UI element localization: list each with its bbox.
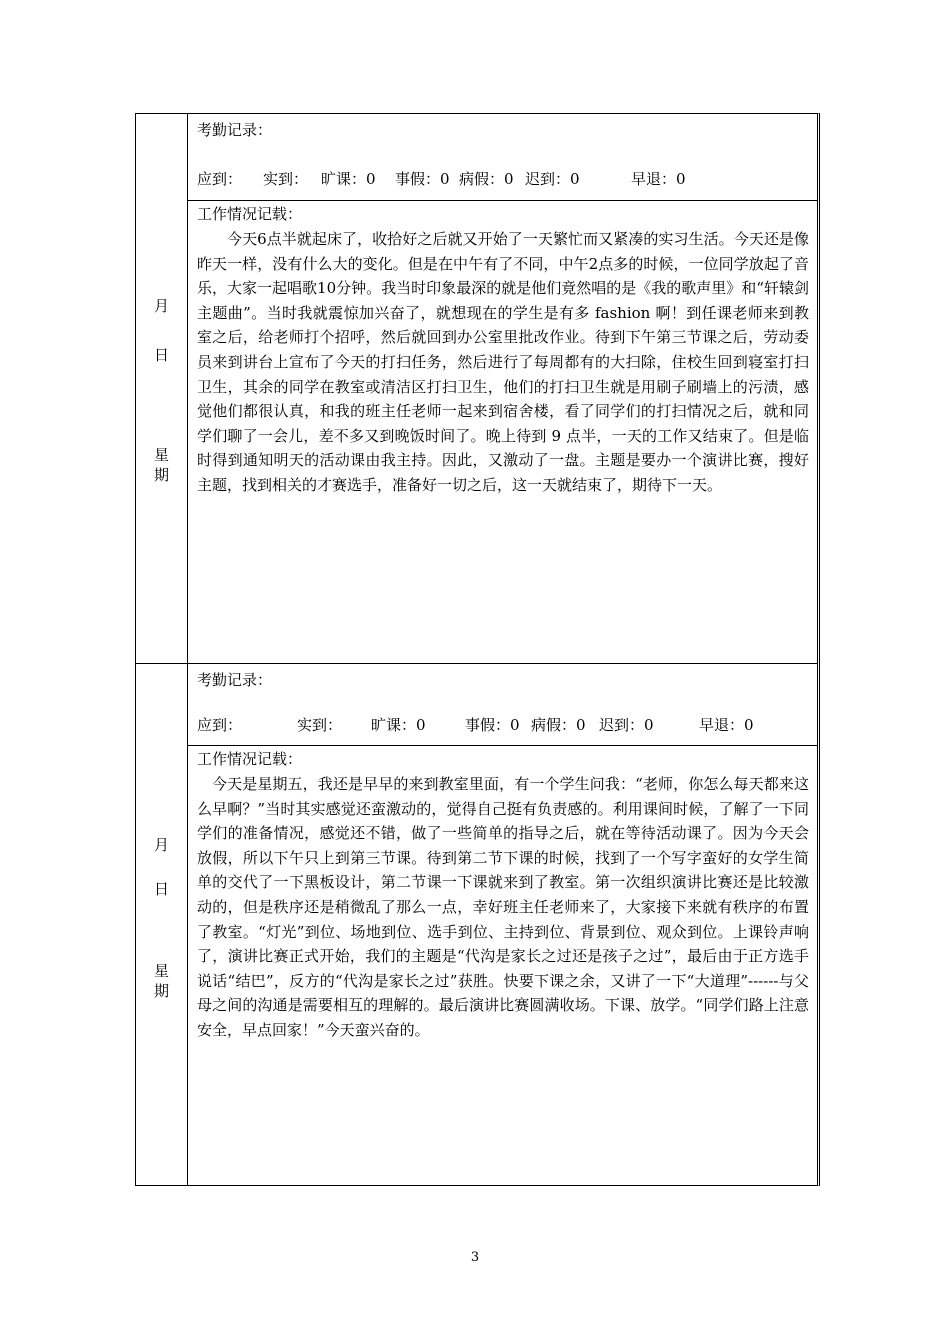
late-field: 迟到：0 — [599, 716, 654, 734]
attendance-section — [188, 664, 817, 746]
internship-log-table — [135, 113, 820, 1186]
month-label: 月 — [153, 836, 169, 854]
page-number: 3 — [470, 1250, 480, 1265]
day-label: 日 — [153, 880, 169, 898]
month-label: 月 — [153, 297, 169, 315]
day-entry — [136, 664, 817, 1185]
actual-attend-field: 实到： — [263, 170, 309, 188]
personal-leave-field: 事假：0 — [395, 170, 450, 188]
weekday-label-2: 期 — [153, 982, 169, 1000]
absent-field: 旷课：0 — [321, 170, 376, 188]
day-entry — [136, 114, 817, 664]
day-label: 日 — [153, 346, 169, 364]
early-leave-field: 早退：0 — [631, 170, 686, 188]
content-column — [188, 664, 817, 1185]
should-attend-field: 应到： — [197, 716, 243, 734]
weekday-label-2: 期 — [153, 466, 169, 484]
weekday-label-1: 星 — [153, 446, 169, 464]
late-field: 迟到：0 — [525, 170, 580, 188]
work-record-section — [188, 746, 817, 1185]
personal-leave-field: 事假：0 — [465, 716, 520, 734]
should-attend-field: 应到： — [197, 170, 243, 188]
work-record-title: 工作情况记载： — [197, 205, 303, 223]
work-record-body: 今天6点半就起床了，收拾好之后就又开始了一天繁忙而又紧凑的实习生活。今天还是像昨天一样，没有什么大的变化。但是在中午有了不同，中午2点多的时候，一位同学放起了音乐，大家一起唱歌10分钟。我当时印象最深的就是他们竟然唱的是《我的歌声里》和“轩辕剑主题曲”。当时我就震惊加兴奋了，就想现在的学生是有多 fashion 啊！到任课老师来到教室之后，给老师打个招呼，然后就回到办公室里批改作业。待到下午第三节课之后，劳动委员来到讲台上宣布了今天的打扫任务，然后进行了每周都有的大扫除，住校生回到寝室打扫卫生，其余的同学在教室或清洁区打扫卫生，他们的打扫卫生就是用刷子刷墙上的污渍，感觉他们都很认真，和我的班主任老师一起来到宿舍楼，看了同学们的打扫情况之后，就和同学们聊了一会儿，差不多又到晚饭时间了。晚上待到 9 点半，一天的工作又结束了。但是临时得到通知明天的活动课由我主持。因此，又激动了一盘。主题是要办一个演讲比赛，搜好主题，找到相关的才赛选手，准备好一切之后，这一天就结束了，期待下一天。 — [197, 230, 809, 494]
date-column — [136, 114, 188, 663]
early-leave-field: 早退：0 — [699, 716, 754, 734]
attendance-section — [188, 114, 817, 201]
sick-leave-field: 病假：0 — [459, 170, 514, 188]
attendance-title: 考勤记录： — [197, 121, 273, 139]
date-column — [136, 664, 188, 1185]
work-record-title: 工作情况记载： — [197, 750, 303, 768]
content-column — [188, 114, 817, 663]
sick-leave-field: 病假：0 — [531, 716, 586, 734]
weekday-label-1: 星 — [153, 962, 169, 980]
absent-field: 旷课：0 — [371, 716, 426, 734]
attendance-title: 考勤记录： — [197, 671, 273, 689]
work-record-body: 今天是星期五，我还是早早的来到教室里面，有一个学生问我：“老师，你怎么每天都来这么早啊？”当时其实感觉还蛮激动的，觉得自己挺有负责感的。利用课间时候，了解了一下同学们的准备情况，感觉还不错，做了一些简单的指导之后，就在等待活动课了。因为今天会放假，所以下午只上到第三节课。待到第二节下课的时候，找到了一个写字蛮好的女学生简单的交代了一下黑板设计，第二节课一下课就来到了教室。第一次组织演讲比赛还是比较激动的，但是秩序还是稍微乱了那么一点，幸好班主任老师来了，大家接下来就有秩序的布置了教室。“灯光”到位、场地到位、选手到位、主持到位、背景到位、观众到位。上课铃声响了，演讲比赛正式开始，我们的主题是“代沟是家长之过还是孩子之过”，最后由于正方选手说话“结巴”，反方的“代沟是家长之过”获胜。快要下课之余，又讲了一下“大道理”------与父母之间的沟通是需要相互的理解的。最后演讲比赛圆满收场。下课、放学。“同学们路上注意安全，早点回家！”今天蛮兴奋的。 — [197, 775, 809, 1039]
work-record-section — [188, 201, 817, 663]
actual-attend-field: 实到： — [297, 716, 343, 734]
